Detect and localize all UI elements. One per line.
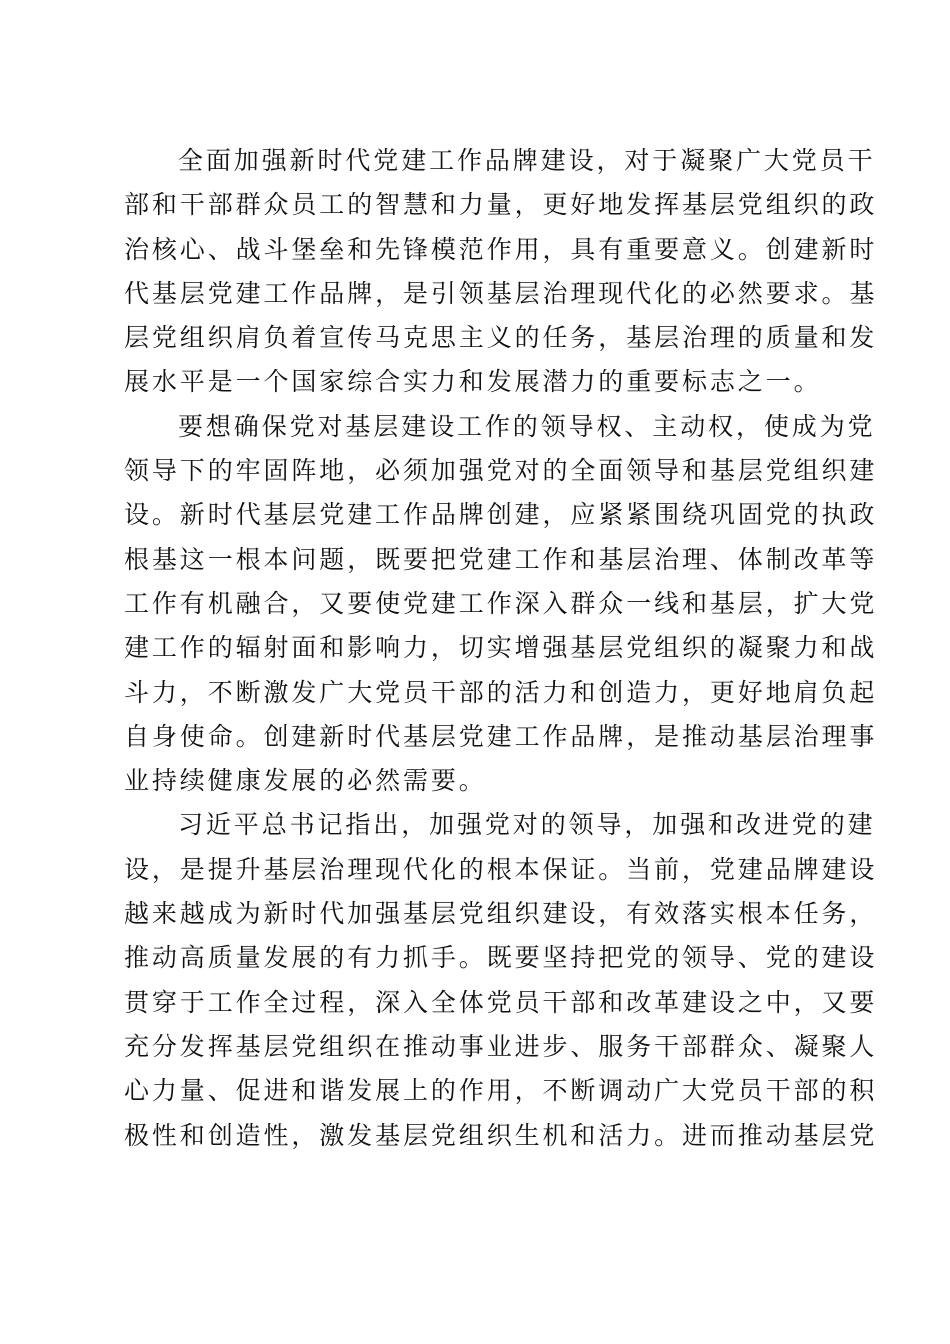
text-line: 部和干部群众员工的智慧和力量，更好地发挥基层党组织的政	[124, 190, 878, 220]
text-line: 斗力，不断激发广大党员干部的活力和创造力，更好地肩负起	[124, 677, 878, 707]
text-line: 治核心、战斗堡垒和先锋模范作用，具有重要意义。创建新时	[124, 234, 878, 264]
text-line: 业持续健康发展的必然需要。	[124, 766, 487, 796]
text-line: 要想确保党对基层建设工作的领导权、主动权，使成为党	[178, 411, 876, 441]
paragraph-1	[124, 139, 878, 405]
text-line: 领导下的牢固阵地，必须加强党对的全面领导和基层党组织建	[124, 456, 878, 486]
text-line: 展水平是一个国家综合实力和发展潜力的重要标志之一。	[124, 367, 822, 397]
text-line: 全面加强新时代党建工作品牌建设，对于凝聚广大党员干	[178, 146, 876, 175]
text-line: 代基层党建工作品牌，是引领基层治理现代化的必然要求。基	[124, 278, 878, 308]
text-line: 自身使命。创建新时代基层党建工作品牌，是推动基层治理事	[124, 721, 878, 751]
text-line: 设，是提升基层治理现代化的根本保证。当前，党建品牌建设	[124, 854, 878, 884]
text-line: 越来越成为新时代加强基层党组织建设，有效落实根本任务，	[124, 899, 878, 929]
text-line: 心力量、促进和谐发展上的作用，不断调动广大党员干部的积	[124, 1076, 878, 1106]
text-line: 工作有机融合，又要使党建工作深入群众一线和基层，扩大党	[124, 588, 878, 618]
text-line: 习近平总书记指出，加强党对的领导，加强和改进党的建	[178, 810, 876, 840]
text-line: 推动高质量发展的有力抓手。既要坚持把党的领导、党的建设	[124, 943, 878, 973]
text-line: 根基这一根本问题，既要把党建工作和基层治理、体制改革等	[124, 544, 878, 574]
text-line: 层党组织肩负着宣传马克思主义的任务，基层治理的质量和发	[124, 323, 878, 353]
paragraph-2	[124, 405, 878, 804]
text-line: 设。新时代基层党建工作品牌创建，应紧紧围绕巩固党的执政	[124, 500, 878, 530]
text-line: 充分发挥基层党组织在推动事业进步、服务干部群众、凝聚人	[124, 1031, 878, 1061]
text-line: 建工作的辐射面和影响力，切实增强基层党组织的凝聚力和战	[124, 633, 878, 663]
text-line: 贯穿于工作全过程，深入全体党员干部和改革建设之中，又要	[124, 987, 878, 1017]
paragraph-3	[124, 803, 878, 1157]
text-line: 极性和创造性，激发基层党组织生机和活力。进而推动基层党	[124, 1120, 878, 1150]
document-body	[124, 139, 878, 1158]
